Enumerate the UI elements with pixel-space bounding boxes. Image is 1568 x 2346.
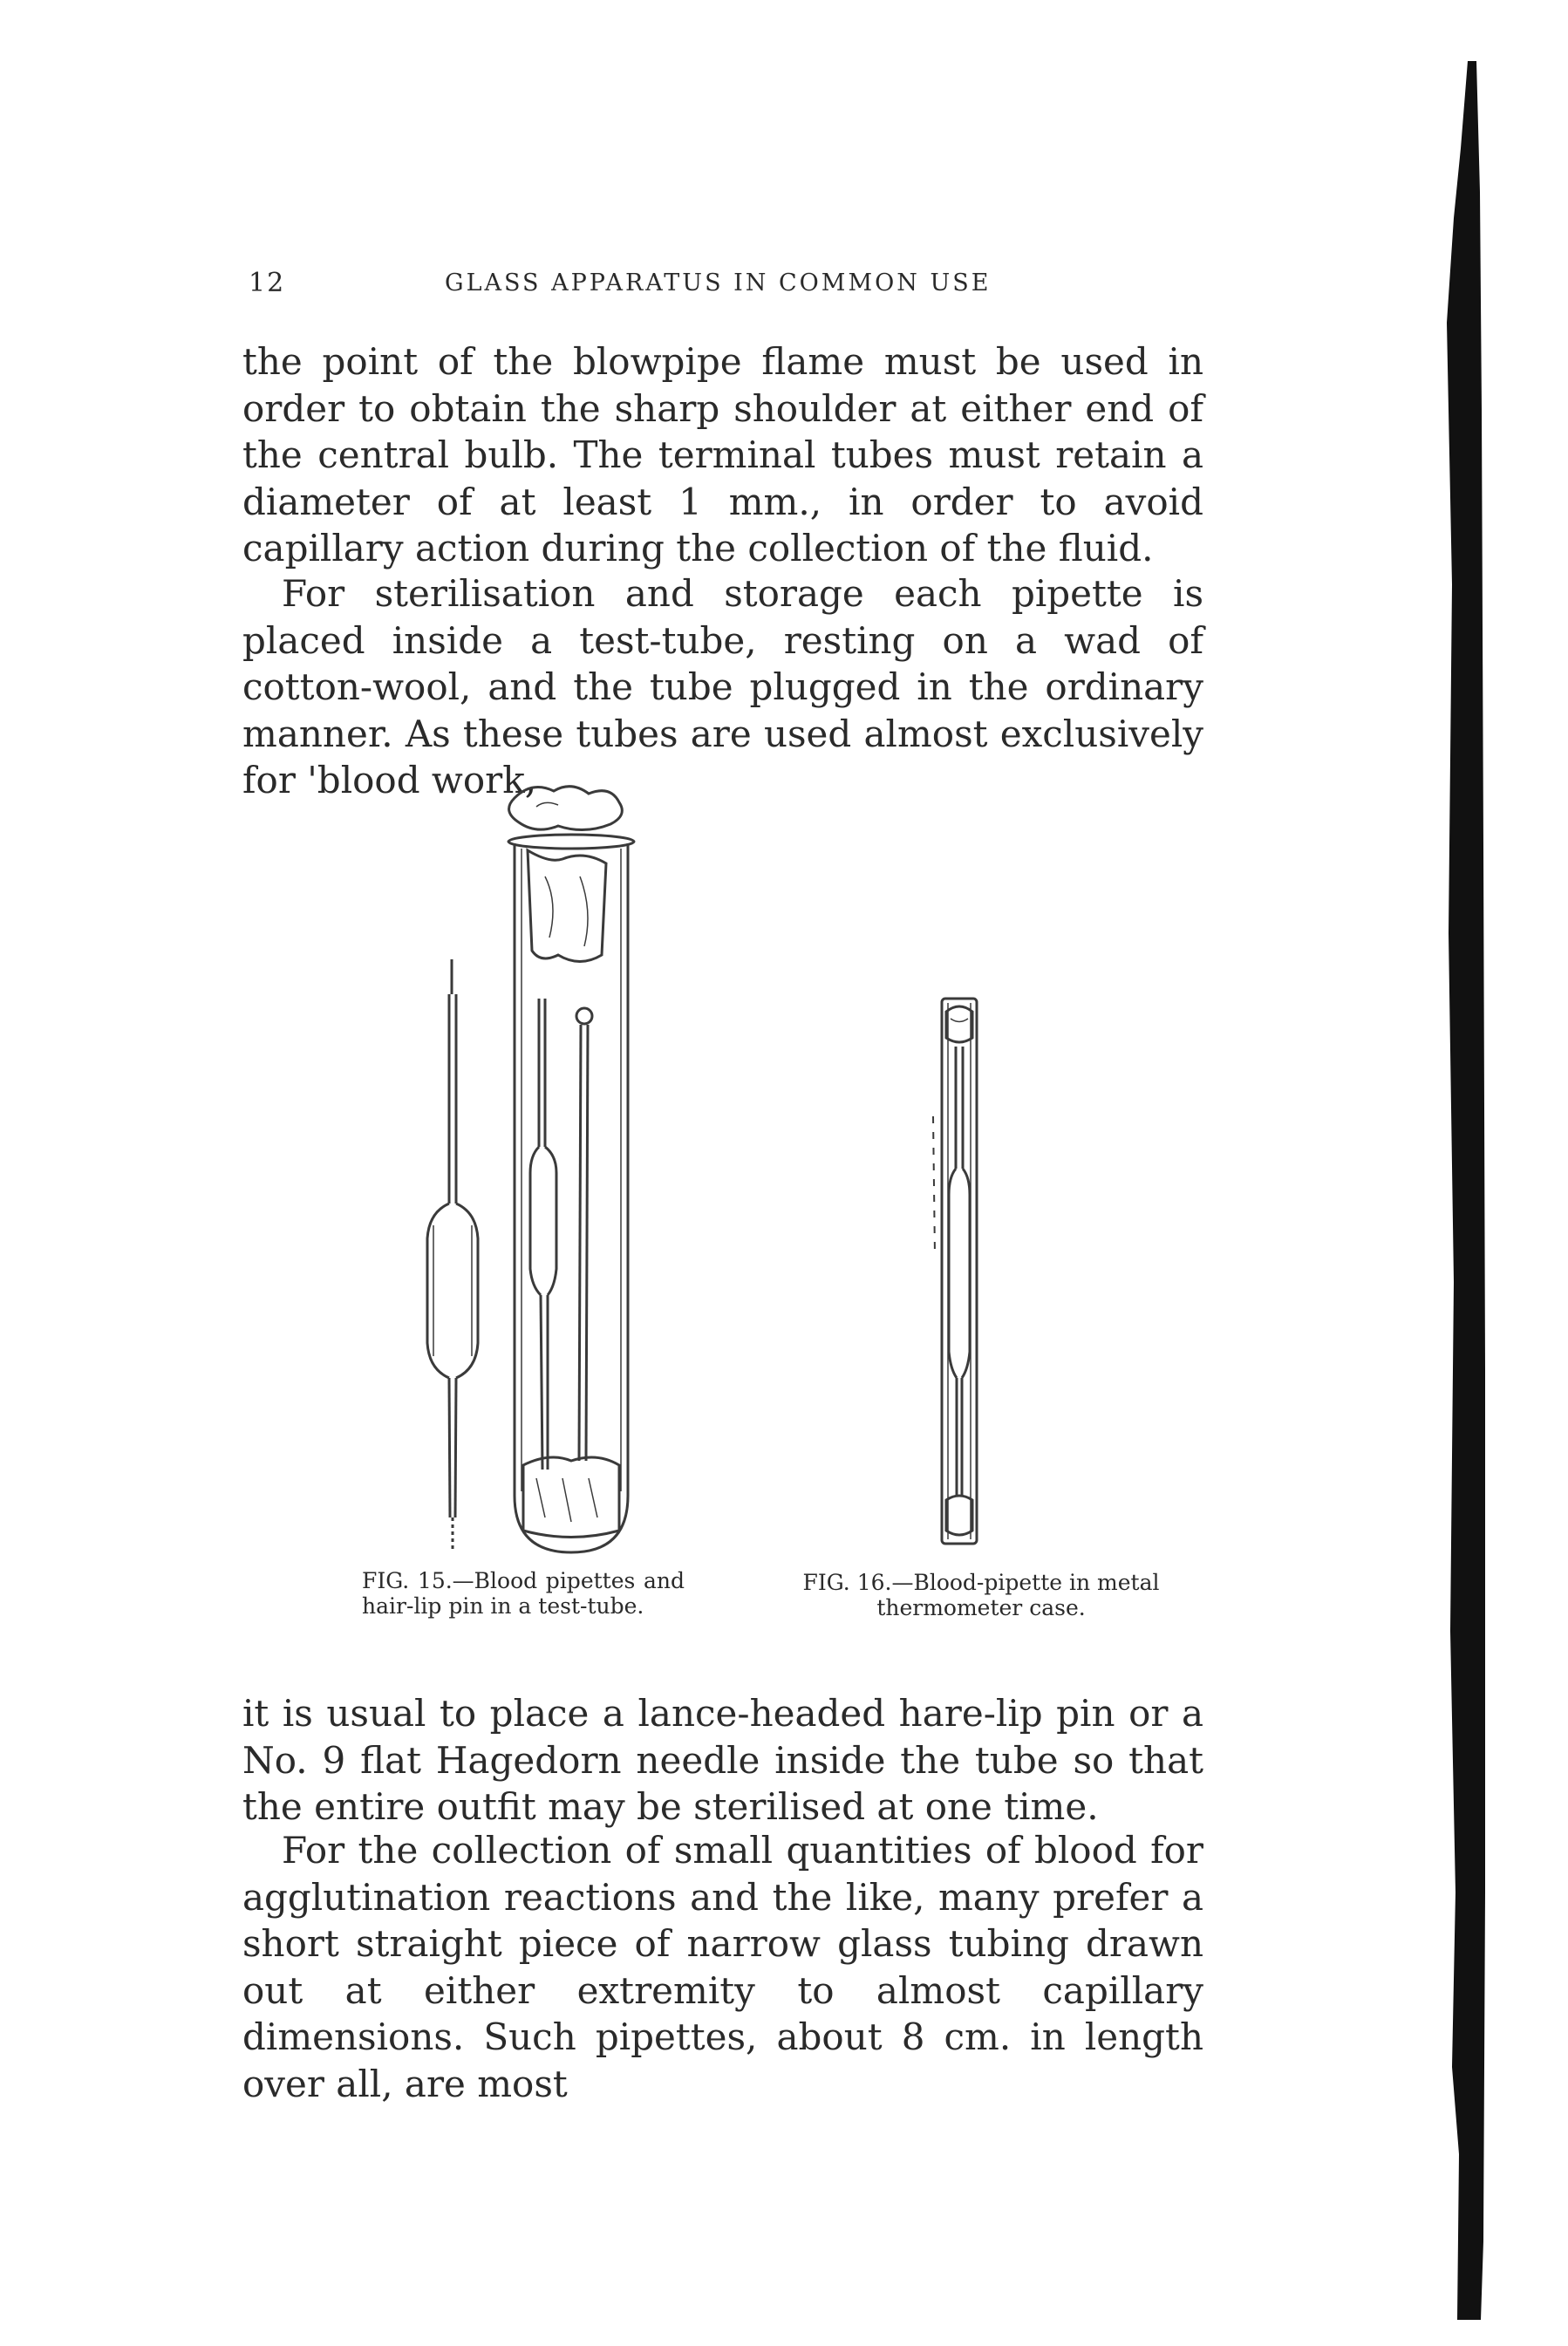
fig16-caption: FIG. 16.—Blood-pipette in metal thermometer case.	[802, 1570, 1160, 1620]
paragraph-2: For sterilisation and storage each pipette is placed inside a test-tube, resting on a wad of cotton-wool, and the tube plugged in the ordinary manner. As these tubes are used almost exclusively for 'blood work,	[242, 572, 1203, 801]
fig15-pipette-illustration	[410, 959, 497, 1552]
paragraph-1: the point of the blowpipe flame must be used in order to obtain the sharp shoulder at either end of the central bulb. The terminal tubes must retain a diameter of at least 1 mm., in order to avoid capillary action during the collection of the fluid.	[242, 340, 1203, 569]
page-number: 12	[249, 268, 286, 298]
paragraph-3: it is usual to place a lance-headed hare-lip pin or a No. 9 flat Hagedorn needle inside the tube so that the entire outfit may be sterilised at one time.	[242, 1692, 1203, 1828]
fig15-caption: FIG. 15.—Blood pipettes and hair-lip pin in a test-tube.	[362, 1568, 685, 1619]
fig16-thermometer-case-illustration	[916, 994, 1012, 1561]
fig15-test-tube-illustration	[497, 781, 645, 1565]
binding-edge	[1442, 61, 1487, 2320]
running-title: GLASS APPARATUS IN COMMON USE	[445, 269, 992, 297]
paragraph-4: For the collection of small quantities of blood for agglutination reactions and the like, many prefer a short straight piece of narrow glass tubing drawn out at either extremity to almost capillary dimensions. Such pipettes, about 8 cm. in length over all, are most	[242, 1829, 1203, 2105]
